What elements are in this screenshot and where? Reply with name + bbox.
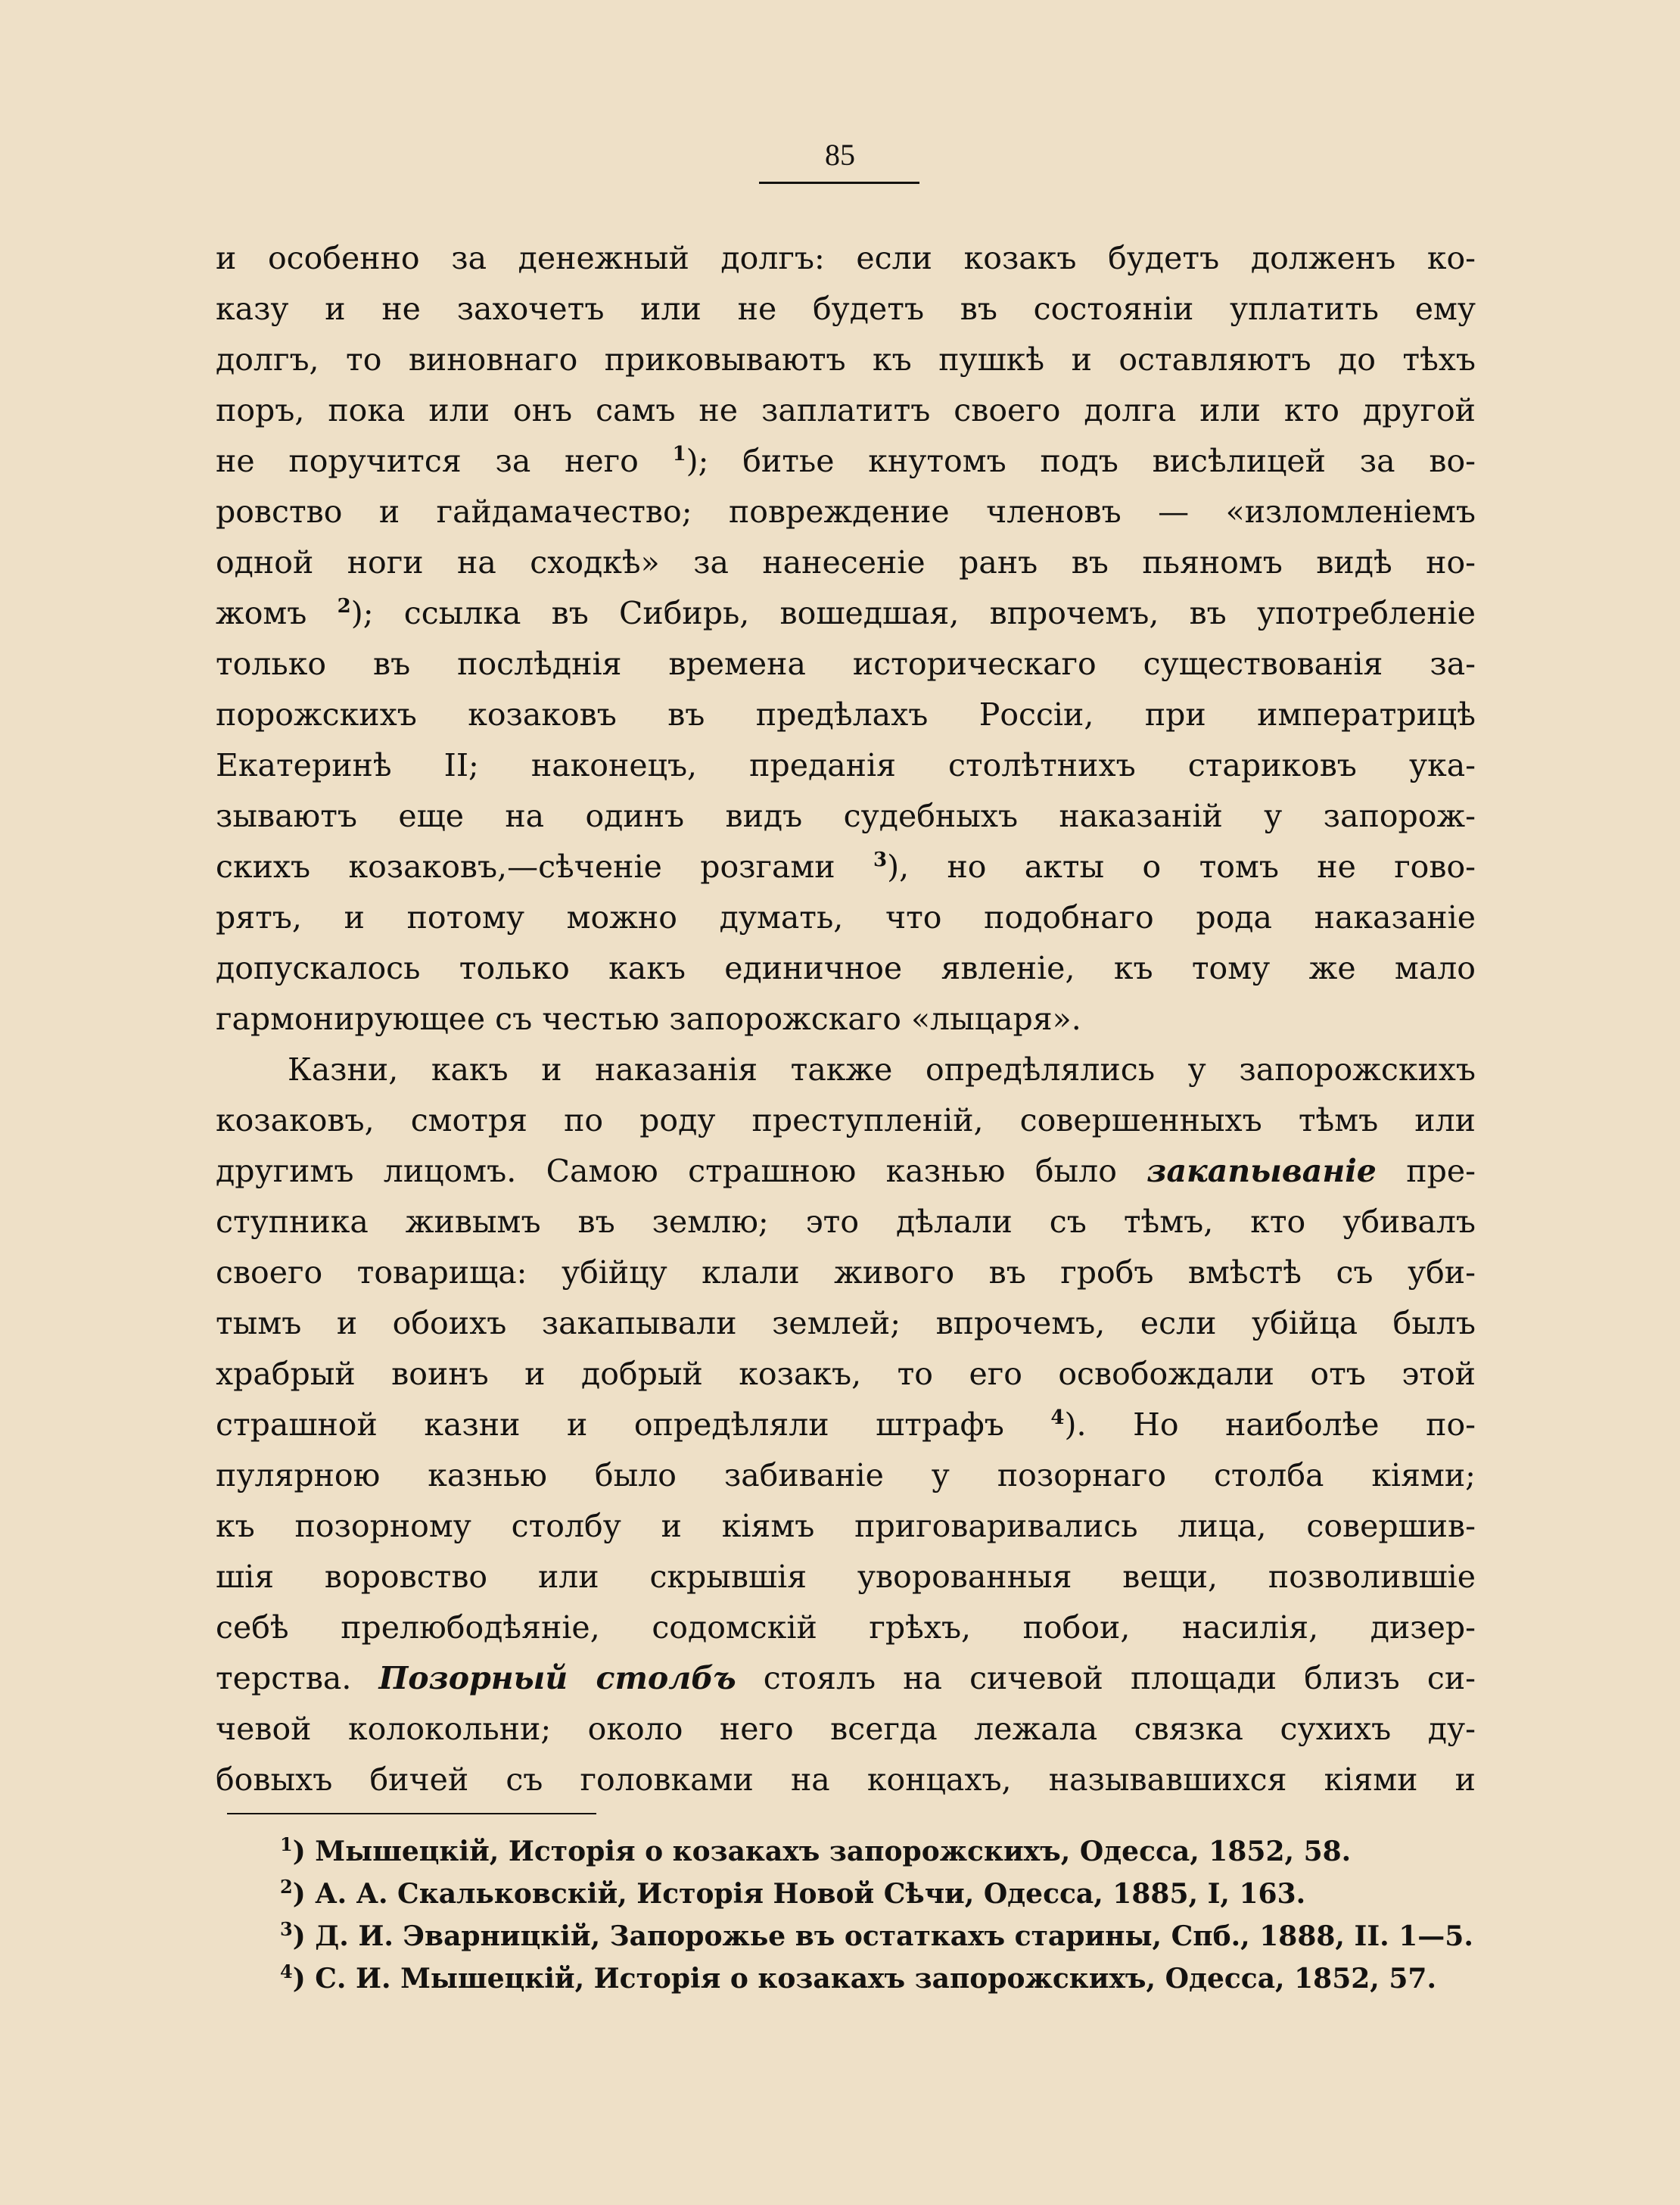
text-line: козаковъ, смотря по роду преступленiй, совершенныхъ тѣмъ или — [216, 1102, 1476, 1138]
text-line: Екатеринѣ II; наконецъ, преданiя столѣтнихъ стариковъ ука- — [216, 747, 1476, 783]
text-line: допускалось только какъ единичное явленiе, къ тому же мало — [216, 950, 1476, 986]
text-segment: другимъ лицомъ. Самою страшною казнью было — [216, 1153, 1147, 1189]
text-line: своего товарища: убiйцу клали живого въ гробъ вмѣстѣ съ уби- — [216, 1254, 1476, 1291]
text-line: храбрый воинъ и добрый козакъ, то его освобождали отъ этой — [216, 1356, 1476, 1392]
text-segment: ); битье кнутомъ подъ висѣлицей за во- — [686, 443, 1476, 479]
text-line: чевой колокольни; около него всегда лежала связка сухихъ ду- — [216, 1711, 1476, 1747]
footnote-number: 3 — [280, 1918, 293, 1940]
text-line: рятъ, и потому можно думать, что подобнаго рода наказанiе — [216, 899, 1476, 936]
text-segment: ); ссылка въ Сибирь, вошедшая, впрочемъ, въ употребленiе — [350, 595, 1476, 631]
text-line — [216, 842, 1476, 892]
text-line: зываютъ еще на одинъ видъ судебныхъ наказанiй у запорож- — [216, 798, 1476, 834]
footnote-text: ) Мышецкiй, Исторiя о козакахъ запорожскихъ, Одесса, 1852, 58. — [292, 1836, 1352, 1867]
text-line — [216, 1400, 1476, 1450]
page-number: 85 — [825, 138, 855, 172]
text-line: пулярною казнью было забиванiе у позорнаго столба кiями; — [216, 1457, 1476, 1493]
footnote-marker: 3 — [873, 849, 888, 871]
text-line — [216, 588, 1476, 639]
text-segment: пре- — [1376, 1153, 1476, 1189]
footnote-text: ) А. А. Скальковскiй, Исторiя Новой Сѣчи, Одесса, 1885, I, 163. — [292, 1878, 1306, 1910]
footnote-entry — [280, 1830, 1491, 1873]
footnote-entry — [280, 1957, 1491, 2000]
text-line: къ позорному столбу и кiямъ приговаривались лица, совершив- — [216, 1508, 1476, 1544]
text-line: только въ послѣднiя времена историческаго существованiя за- — [216, 646, 1476, 682]
footnote-number: 2 — [280, 1876, 293, 1898]
text-line: тымъ и обоихъ закапывали землей; впрочемъ, если убiйца былъ — [216, 1305, 1476, 1341]
text-segment: жомъ — [216, 595, 338, 631]
text-line: шiя воровство или скрывшiя уворованныя вещи, позволившiе — [216, 1559, 1476, 1595]
text-segment: терства. — [216, 1660, 379, 1696]
footnote-number: 1 — [280, 1833, 293, 1855]
page-number-rule — [759, 182, 919, 184]
text-segment: скихъ козаковъ,—сѣченiе розгами — [216, 849, 873, 885]
text-line — [216, 1146, 1476, 1197]
footnote-marker: 2 — [337, 595, 351, 618]
text-line — [216, 1653, 1476, 1704]
emphasized-term: закапыванiе — [1146, 1153, 1377, 1189]
text-line: поръ, пока или онъ самъ не заплатитъ своего долга или кто другой — [216, 392, 1476, 428]
text-line: бовыхъ бичей съ головками на концахъ, называвшихся кiями и — [216, 1761, 1476, 1798]
footnote-entry — [280, 1915, 1491, 1957]
text-line: долгъ, то виновнаго приковываютъ къ пушкѣ и оставляютъ до тѣхъ — [216, 341, 1476, 378]
emphasized-term: Позорный столбъ — [378, 1660, 736, 1696]
text-line: и особенно за денежный долгъ: если козакъ будетъ долженъ ко- — [216, 240, 1476, 276]
footnote-entry — [280, 1873, 1491, 1915]
footnote-text: ) Д. И. Эварницкiй, Запорожье въ остаткахъ старины, Спб., 1888, II. 1—5. — [292, 1920, 1473, 1952]
footnote-separator — [227, 1813, 596, 1814]
footnote-text: ) С. И. Мышецкiй, Исторiя о козакахъ запорожскихъ, Одесса, 1852, 57. — [292, 1963, 1436, 1995]
footnotes — [280, 1830, 1491, 2000]
text-segment: стоялъ на сичевой площади близъ си- — [736, 1660, 1476, 1696]
footnote-marker: 1 — [672, 443, 686, 466]
footnote-marker: 4 — [1050, 1406, 1065, 1429]
body-text — [216, 233, 1476, 1805]
text-line: порожскихъ козаковъ въ предѣлахъ Россiи, при императрицѣ — [216, 696, 1476, 733]
text-line: гармонирующее съ честью запорожскаго «лыцаря». — [216, 1001, 1081, 1037]
text-segment: не поручится за него — [216, 443, 673, 479]
text-line: ровство и гайдамачество; повреждение членовъ — «изломленiемъ — [216, 494, 1476, 530]
text-line: Казни, какъ и наказанiя также опредѣлялись у запорожскихъ — [288, 1051, 1476, 1088]
text-line — [216, 436, 1476, 487]
text-segment: страшной казни и опредѣляли штрафъ — [216, 1406, 1051, 1443]
text-segment: ). Но наиболѣе по- — [1064, 1406, 1476, 1443]
footnote-number: 4 — [280, 1961, 293, 1982]
text-line: ступника живымъ въ землю; это дѣлали съ тѣмъ, кто убивалъ — [216, 1204, 1476, 1240]
text-line: одной ноги на сходкѣ» за нанесенiе ранъ въ пьяномъ видѣ но- — [216, 544, 1476, 581]
text-line: себѣ прелюбодѣянiе, содомскiй грѣхъ, побои, насилiя, дизер- — [216, 1609, 1476, 1646]
text-line: казу и не захочетъ или не будетъ въ состоянiи уплатить ему — [216, 291, 1476, 327]
text-segment: ), но акты о томъ не гово- — [887, 849, 1476, 885]
